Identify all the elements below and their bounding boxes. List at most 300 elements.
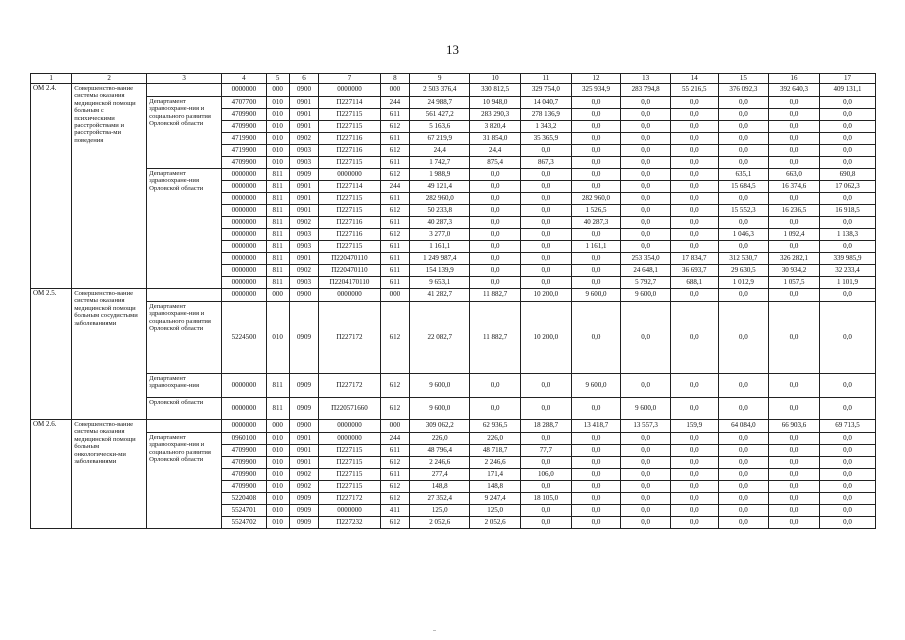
measure-code: ОМ 2.4. (31, 84, 72, 289)
table-cell: 1 057,5 (769, 277, 820, 289)
table-cell: 226,0 (470, 433, 521, 445)
measure-code: ОМ 2.6. (31, 420, 72, 529)
table-cell: 9 653,1 (410, 277, 470, 289)
table-cell: 0,0 (571, 109, 621, 121)
table-cell: 611 (380, 193, 410, 205)
table-cell: 125,0 (410, 505, 470, 517)
table-cell: 0,0 (718, 457, 769, 469)
table-cell: 0,0 (718, 145, 769, 157)
table-cell: 0,0 (621, 217, 671, 229)
table-cell: 612 (380, 121, 410, 133)
header-cell: 13 (621, 74, 671, 84)
table-cell: 2 503 376,4 (410, 84, 470, 97)
table-cell: 0,0 (718, 157, 769, 169)
table-cell: 0,0 (718, 481, 769, 493)
table-cell: П2204170110 (319, 277, 380, 289)
table-cell: 9 600,0 (621, 398, 671, 420)
table-cell: 1 046,3 (718, 229, 769, 241)
table-cell: 1 138,3 (819, 229, 875, 241)
table-cell: 0,0 (769, 302, 820, 374)
table-cell: 0901 (289, 457, 319, 469)
table-cell: 64 084,0 (718, 420, 769, 433)
table-cell: 612 (380, 145, 410, 157)
table-cell: 0,0 (718, 133, 769, 145)
table-cell: 0901 (289, 433, 319, 445)
table-cell: П227172 (319, 374, 380, 398)
table-cell: 0,0 (819, 445, 875, 457)
executor-name (147, 289, 222, 302)
table-cell: 688,1 (670, 277, 718, 289)
table-cell: 0000000 (222, 229, 266, 241)
table-cell: 0000000 (319, 84, 380, 97)
table-cell: 0,0 (470, 193, 521, 205)
table-cell: 1 249 987,4 (410, 253, 470, 265)
table-cell: 0,0 (670, 169, 718, 181)
table-cell: 0,0 (571, 133, 621, 145)
table-cell: 010 (266, 157, 289, 169)
table-cell: 010 (266, 457, 289, 469)
header-cell: 1 (31, 74, 72, 84)
table-cell: 326 282,1 (769, 253, 820, 265)
table-cell: 000 (266, 84, 289, 97)
table-cell: 0,0 (670, 289, 718, 302)
table-cell: 277,4 (410, 469, 470, 481)
table-cell: 4719900 (222, 133, 266, 145)
table-cell: 0,0 (571, 121, 621, 133)
table-cell: 0000000 (222, 241, 266, 253)
header-cell: 14 (670, 74, 718, 84)
table-cell: П227115 (319, 121, 380, 133)
table-cell: 1 526,5 (571, 205, 621, 217)
table-cell: П227172 (319, 493, 380, 505)
table-cell: 0,0 (769, 517, 820, 529)
table-cell: 0,0 (571, 169, 621, 181)
table-cell: 0,0 (571, 253, 621, 265)
table-cell: 0,0 (819, 121, 875, 133)
table-row (31, 169, 876, 181)
table-cell: 010 (266, 469, 289, 481)
table-cell: 10 200,0 (521, 302, 572, 374)
table-cell: 1 161,1 (571, 241, 621, 253)
table-cell: 0,0 (621, 517, 671, 529)
table-cell: 283 794,8 (621, 84, 671, 97)
table-cell: 148,8 (470, 481, 521, 493)
table-cell: П227115 (319, 205, 380, 217)
table-cell: 0,0 (819, 145, 875, 157)
table-cell: 0000000 (222, 217, 266, 229)
table-cell: 282 960,0 (410, 193, 470, 205)
table-cell: 0,0 (769, 374, 820, 398)
table-cell: 0,0 (571, 97, 621, 109)
table-cell: 0,0 (718, 97, 769, 109)
table-cell: 0000000 (222, 374, 266, 398)
table-cell: 0,0 (769, 121, 820, 133)
table-cell: 0000000 (222, 265, 266, 277)
header-cell: 7 (319, 74, 380, 84)
table-cell: 0,0 (769, 133, 820, 145)
table-cell: 22 082,7 (410, 302, 470, 374)
table-cell: 612 (380, 169, 410, 181)
table-row (31, 420, 876, 433)
table-cell: 0,0 (670, 302, 718, 374)
executor-name: Департамент здравоохране-ния (147, 374, 222, 398)
table-cell: 309 062,2 (410, 420, 470, 433)
table-cell: 0,0 (670, 505, 718, 517)
table-cell: 330 812,5 (470, 84, 521, 97)
table-cell: 0,0 (819, 289, 875, 302)
table-cell: 1 742,7 (410, 157, 470, 169)
table-cell: 148,8 (410, 481, 470, 493)
table-cell: П227115 (319, 109, 380, 121)
table-cell: П227115 (319, 481, 380, 493)
table-cell: 0901 (289, 121, 319, 133)
table-cell: 010 (266, 97, 289, 109)
table-cell: 0,0 (718, 398, 769, 420)
table-cell: 0903 (289, 241, 319, 253)
table-cell: 0,0 (571, 302, 621, 374)
table-cell: 1 012,9 (718, 277, 769, 289)
table-cell: 11 882,7 (470, 289, 521, 302)
table-cell: 0,0 (769, 469, 820, 481)
table-cell: П227115 (319, 193, 380, 205)
table-cell: 0,0 (571, 457, 621, 469)
table-cell: 0902 (289, 265, 319, 277)
table-cell: 1 343,2 (521, 121, 572, 133)
table-cell: 106,0 (521, 469, 572, 481)
table-cell: 16 374,6 (769, 181, 820, 193)
table-cell: 253 354,0 (621, 253, 671, 265)
table-cell: 875,4 (470, 157, 521, 169)
table-cell: 325 934,9 (571, 84, 621, 97)
table-cell: 244 (380, 181, 410, 193)
table-cell: 0,0 (718, 289, 769, 302)
table-cell: 0,0 (571, 469, 621, 481)
budget-table-container (30, 73, 876, 529)
table-cell: 663,0 (769, 169, 820, 181)
table-cell: 0,0 (521, 169, 572, 181)
table-cell: 0,0 (521, 517, 572, 529)
table-cell: 312 530,7 (718, 253, 769, 265)
table-cell: 0,0 (521, 481, 572, 493)
table-cell: 811 (266, 374, 289, 398)
table-cell: 409 131,1 (819, 84, 875, 97)
header-cell: 3 (147, 74, 222, 84)
table-cell: 4707700 (222, 97, 266, 109)
table-cell: 611 (380, 277, 410, 289)
table-cell: 0,0 (670, 229, 718, 241)
table-cell: 0,0 (819, 517, 875, 529)
table-cell: 000 (380, 420, 410, 433)
table-cell: 0,0 (769, 217, 820, 229)
table-cell: 0,0 (621, 205, 671, 217)
table-cell: 867,3 (521, 157, 572, 169)
table-cell: 282 960,0 (571, 193, 621, 205)
table-cell: 0,0 (571, 481, 621, 493)
table-cell: 0,0 (571, 277, 621, 289)
table-cell: 0909 (289, 505, 319, 517)
table-cell: 17 062,3 (819, 181, 875, 193)
table-cell: 0,0 (819, 505, 875, 517)
table-cell: П227115 (319, 457, 380, 469)
table-cell: 611 (380, 157, 410, 169)
table-cell: 0903 (289, 145, 319, 157)
table-cell: 0909 (289, 169, 319, 181)
table-cell: 0901 (289, 109, 319, 121)
table-cell: 24,4 (470, 145, 521, 157)
table-cell: 9 600,0 (410, 398, 470, 420)
header-cell: 16 (769, 74, 820, 84)
table-cell: 0,0 (621, 445, 671, 457)
table-cell: 0000000 (222, 289, 266, 302)
table-cell: 0,0 (621, 457, 671, 469)
table-cell: 24 988,7 (410, 97, 470, 109)
table-cell: 0901 (289, 445, 319, 457)
executor-name: Орловской области (147, 398, 222, 420)
table-cell: 0,0 (571, 265, 621, 277)
table-cell: П220470110 (319, 265, 380, 277)
executor-name (147, 420, 222, 433)
header-cell: 4 (222, 74, 266, 84)
table-cell: 339 985,9 (819, 253, 875, 265)
table-cell: 278 136,9 (521, 109, 572, 121)
table-cell: 0,0 (521, 217, 572, 229)
table-cell: 0902 (289, 133, 319, 145)
table-cell: П227114 (319, 181, 380, 193)
table-cell: 50 233,8 (410, 205, 470, 217)
table-cell: 0,0 (670, 193, 718, 205)
table-cell: 0,0 (769, 493, 820, 505)
table-cell: 0,0 (670, 398, 718, 420)
table-cell: 811 (266, 253, 289, 265)
table-cell: 0,0 (819, 109, 875, 121)
table-cell: 0,0 (521, 193, 572, 205)
table-cell: 612 (380, 302, 410, 374)
table-cell: 283 290,3 (470, 109, 521, 121)
table-cell: 4709900 (222, 121, 266, 133)
table-cell: 0,0 (621, 469, 671, 481)
table-cell: 612 (380, 229, 410, 241)
table-cell: 67 219,9 (410, 133, 470, 145)
table-cell: 690,8 (819, 169, 875, 181)
table-cell: 0,0 (819, 493, 875, 505)
table-cell: 0,0 (670, 469, 718, 481)
table-cell: 611 (380, 469, 410, 481)
table-cell: 329 754,0 (521, 84, 572, 97)
table-cell: 0,0 (819, 241, 875, 253)
table-cell: 17 834,7 (670, 253, 718, 265)
table-cell: 612 (380, 493, 410, 505)
table-cell: П227114 (319, 97, 380, 109)
table-cell: 0909 (289, 493, 319, 505)
table-cell: 154 139,9 (410, 265, 470, 277)
table-cell: 5 792,7 (621, 277, 671, 289)
table-cell: 561 427,2 (410, 109, 470, 121)
table-cell: 0901 (289, 181, 319, 193)
header-cell: 17 (819, 74, 875, 84)
table-cell: 5224500 (222, 302, 266, 374)
table-cell: 69 713,5 (819, 420, 875, 433)
table-cell: 0,0 (819, 97, 875, 109)
table-cell: 0,0 (670, 181, 718, 193)
table-cell: 2 246,6 (410, 457, 470, 469)
table-cell: 0,0 (769, 445, 820, 457)
table-cell: 0,0 (769, 433, 820, 445)
table-cell: 612 (380, 481, 410, 493)
table-cell: 159,9 (670, 420, 718, 433)
table-cell: 0,0 (521, 457, 572, 469)
table-cell: 48 718,7 (470, 445, 521, 457)
table-cell: 0,0 (670, 157, 718, 169)
table-cell: 010 (266, 133, 289, 145)
table-cell: 0901 (289, 205, 319, 217)
table-cell: 0,0 (571, 181, 621, 193)
table-cell: 611 (380, 109, 410, 121)
table-cell: 0,0 (718, 469, 769, 481)
header-cell: 5 (266, 74, 289, 84)
table-cell: 2 246,6 (470, 457, 521, 469)
table-cell: 612 (380, 374, 410, 398)
table-cell: 0,0 (670, 445, 718, 457)
table-cell: 244 (380, 97, 410, 109)
table-cell: 16 236,5 (769, 205, 820, 217)
table-cell: 0,0 (521, 433, 572, 445)
table-cell: 0,0 (670, 493, 718, 505)
table-cell: 611 (380, 217, 410, 229)
table-cell: 0,0 (718, 517, 769, 529)
table-cell: 0902 (289, 469, 319, 481)
table-cell: 0,0 (769, 289, 820, 302)
table-cell: 010 (266, 493, 289, 505)
header-cell: 12 (571, 74, 621, 84)
table-cell: 0,0 (718, 121, 769, 133)
table-cell: 0,0 (718, 193, 769, 205)
table-cell: 000 (266, 420, 289, 433)
table-cell: 0,0 (521, 241, 572, 253)
header-row (31, 74, 876, 84)
table-cell: 24 648,1 (621, 265, 671, 277)
table-cell: 0000000 (319, 505, 380, 517)
table-row (31, 398, 876, 420)
table-cell: 0,0 (769, 157, 820, 169)
table-cell: 1 161,1 (410, 241, 470, 253)
table-cell: 0,0 (718, 505, 769, 517)
table-cell: 0,0 (521, 374, 572, 398)
table-cell: 0,0 (621, 133, 671, 145)
table-cell: 1 092,4 (769, 229, 820, 241)
table-cell: 10 200,0 (521, 289, 572, 302)
table-cell: 13 557,3 (621, 420, 671, 433)
table-cell: 32 233,4 (819, 265, 875, 277)
table-cell: 5 163,6 (410, 121, 470, 133)
table-cell: 0,0 (670, 145, 718, 157)
table-cell: П227116 (319, 133, 380, 145)
table-row (31, 97, 876, 109)
table-cell: П227172 (319, 302, 380, 374)
table-cell: 4719900 (222, 145, 266, 157)
table-cell: 0909 (289, 517, 319, 529)
table-cell: 0,0 (470, 374, 521, 398)
table-cell: 62 936,5 (470, 420, 521, 433)
table-cell: 0,0 (670, 457, 718, 469)
table-cell: 0,0 (819, 481, 875, 493)
table-cell: 0,0 (521, 277, 572, 289)
table-cell: 0,0 (621, 229, 671, 241)
table-cell: 0,0 (621, 109, 671, 121)
table-cell: 0,0 (769, 193, 820, 205)
table-cell: 18 288,7 (521, 420, 572, 433)
table-cell: П227115 (319, 157, 380, 169)
table-cell: 811 (266, 241, 289, 253)
table-row (31, 433, 876, 445)
table-cell: 48 796,4 (410, 445, 470, 457)
table-cell: 0,0 (621, 97, 671, 109)
table-cell: 0,0 (470, 277, 521, 289)
table-cell: 0000000 (319, 289, 380, 302)
table-cell: 0,0 (621, 181, 671, 193)
table-cell: 0,0 (670, 109, 718, 121)
table-cell: 010 (266, 481, 289, 493)
table-cell: 9 600,0 (410, 374, 470, 398)
table-cell: 0,0 (521, 205, 572, 217)
table-cell: 0,0 (769, 457, 820, 469)
table-cell: 0909 (289, 302, 319, 374)
table-cell: П227116 (319, 229, 380, 241)
table-cell: 0,0 (769, 241, 820, 253)
table-cell: 0000000 (222, 169, 266, 181)
table-cell: 30 934,2 (769, 265, 820, 277)
table-cell: 0000000 (319, 169, 380, 181)
header-cell: 10 (470, 74, 521, 84)
table-cell: 36 693,7 (670, 265, 718, 277)
table-cell: 0,0 (819, 374, 875, 398)
table-cell: 811 (266, 193, 289, 205)
table-cell: 0902 (289, 217, 319, 229)
table-cell: 2 052,6 (410, 517, 470, 529)
table-cell: 35 365,9 (521, 133, 572, 145)
table-cell: 0,0 (470, 229, 521, 241)
table-cell: 392 640,3 (769, 84, 820, 97)
table-cell: 24,4 (410, 145, 470, 157)
table-cell: 66 903,6 (769, 420, 820, 433)
header-cell: 11 (521, 74, 572, 84)
table-cell: 0,0 (571, 157, 621, 169)
table-cell: 612 (380, 398, 410, 420)
table-cell: 0900 (289, 289, 319, 302)
table-cell: П220470110 (319, 253, 380, 265)
table-cell: 0,0 (621, 433, 671, 445)
table-cell: 811 (266, 217, 289, 229)
table-cell: 13 418,7 (571, 420, 621, 433)
table-cell: 9 600,0 (571, 374, 621, 398)
table-cell: 0,0 (571, 229, 621, 241)
table-cell: 0,0 (621, 241, 671, 253)
table-cell: 0000000 (222, 193, 266, 205)
table-cell: 0,0 (521, 145, 572, 157)
table-cell: 0,0 (819, 302, 875, 374)
table-cell: 0000000 (222, 253, 266, 265)
table-cell: 0,0 (718, 374, 769, 398)
table-cell: 0000000 (319, 433, 380, 445)
table-cell: 18 105,0 (521, 493, 572, 505)
table-cell: 0903 (289, 157, 319, 169)
table-cell: 0,0 (571, 445, 621, 457)
table-cell: 0,0 (521, 181, 572, 193)
table-cell: 0,0 (819, 398, 875, 420)
table-cell: 171,4 (470, 469, 521, 481)
table-cell: 0,0 (819, 133, 875, 145)
table-cell: 0,0 (621, 193, 671, 205)
table-cell: 811 (266, 205, 289, 217)
